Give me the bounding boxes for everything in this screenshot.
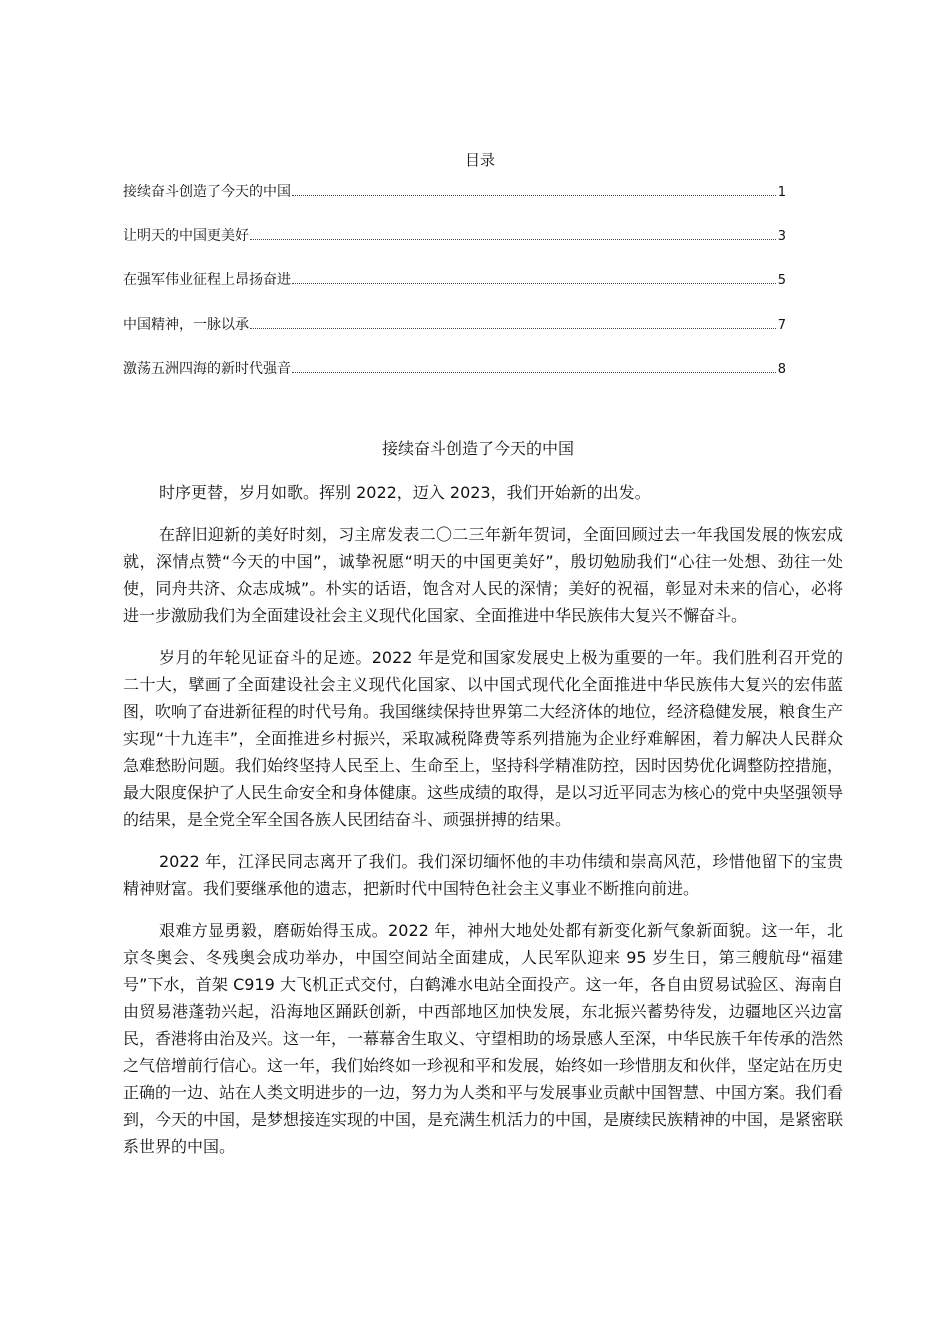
toc-entry-page: 1 (777, 185, 786, 200)
toc-entry[interactable] (123, 354, 786, 379)
toc-entry-page: 3 (777, 229, 786, 244)
body-paragraph: 岁月的年轮见证奋斗的足迹。2022 年是党和国家发展史上极为重要的一年。我们胜利召开党的二十大，擘画了全面建设社会主义现代化国家、以中国式现代化全面推进中华民族伟大复兴的宏伟蓝图，吹响了奋进新征程的时代号角。我国继续保持世界第二大经济体的地位，经济稳健发展，粮食生产实现“十九连丰”，全面推进乡村振兴，采取减税降费等系列措施为企业纾难解困，着力解决人民群众急难愁盼问题。我们始终坚持人民至上、生命至上，坚持科学精准防控，因时因势优化调整防控措施，最大限度保护了人民生命安全和身体健康。这些成绩的取得，是以习近平同志为核心的党中央坚强领导的结果，是全党全军全国各族人民团结奋斗、顽强拼搏的结果。 (123, 648, 844, 829)
toc-entry-page: 5 (777, 273, 786, 288)
toc-entry-text: 让明天的中国更美好 (123, 228, 249, 244)
body-paragraph: 时序更替，岁月如歌。挥别 2022，迈入 2023，我们开始新的出发。 (159, 483, 651, 502)
toc-dot-leader (292, 265, 776, 284)
toc-dot-leader (292, 177, 776, 196)
toc-entry-page: 7 (777, 318, 786, 333)
toc-entry-text: 在强军伟业征程上昂扬奋进 (123, 272, 291, 288)
toc-dot-leader (292, 354, 776, 373)
toc-entry[interactable] (123, 265, 786, 290)
body-paragraph: 在辞旧迎新的美好时刻，习主席发表二〇二三年新年贺词，全面回顾过去一年我国发展的恢宏成就，深情点赞“今天的中国”，诚挚祝愿“明天的中国更美好”，殷切勉励我们“心往一处想、劲往一处使，同舟共济、众志成城”。朴实的话语，饱含对人民的深情；美好的祝福，彰显对未来的信心，必将进一步激励我们为全面建设社会主义现代化国家、全面推进中华民族伟大复兴不懈奋斗。 (123, 525, 843, 625)
article-body (123, 479, 843, 1175)
body-paragraph: 艰难方显勇毅，磨砺始得玉成。2022 年，神州大地处处都有新变化新气象新面貌。这一年，北京冬奥会、冬残奥会成功举办，中国空间站全面建成，人民军队迎来 95 岁生日，第三艘航母“福建号”下水，首架 C919 大飞机正式交付，白鹤滩水电站全面投产。这一年，各自由贸易试验区、海南自由贸易港蓬勃兴起，沿海地区踊跃创新，中西部地区加快发展，东北振兴蓄势待发，边疆地区兴边富民，香港将由治及兴。这一年，一幕幕舍生取义、守望相助的场景感人至深，中华民族千年传承的浩然之气倍增前行信心。这一年，我们始终如一珍视和平和发展，始终如一珍惜朋友和伙伴，坚定站在历史正确的一边、站在人类文明进步的一边，努力为人类和平与发展事业贡献中国智慧、中国方案。我们看到，今天的中国，是梦想接连实现的中国，是充满生机活力的中国，是赓续民族精神的中国，是紧密联系世界的中国。 (123, 921, 844, 1156)
toc-entry[interactable] (123, 221, 786, 246)
toc-dot-leader (250, 310, 776, 329)
toc-entry-text: 接续奋斗创造了今天的中国 (123, 184, 291, 200)
toc-entry-text: 中国精神，一脉以承 (123, 317, 249, 333)
toc-entry-page: 8 (777, 362, 786, 377)
toc-title: 目录 (464, 151, 495, 169)
toc-entry[interactable] (123, 310, 786, 335)
toc-entry[interactable] (123, 177, 786, 202)
toc-entry-text: 激荡五洲四海的新时代强音 (123, 361, 291, 377)
article-title: 接续奋斗创造了今天的中国 (381, 439, 574, 458)
body-paragraph: 2022 年，江泽民同志离开了我们。我们深切缅怀他的丰功伟绩和崇高风范，珍惜他留下的宝贵精神财富。我们要继承他的遗志，把新时代中国特色社会主义事业不断推向前进。 (123, 852, 843, 898)
toc-dot-leader (250, 221, 776, 240)
